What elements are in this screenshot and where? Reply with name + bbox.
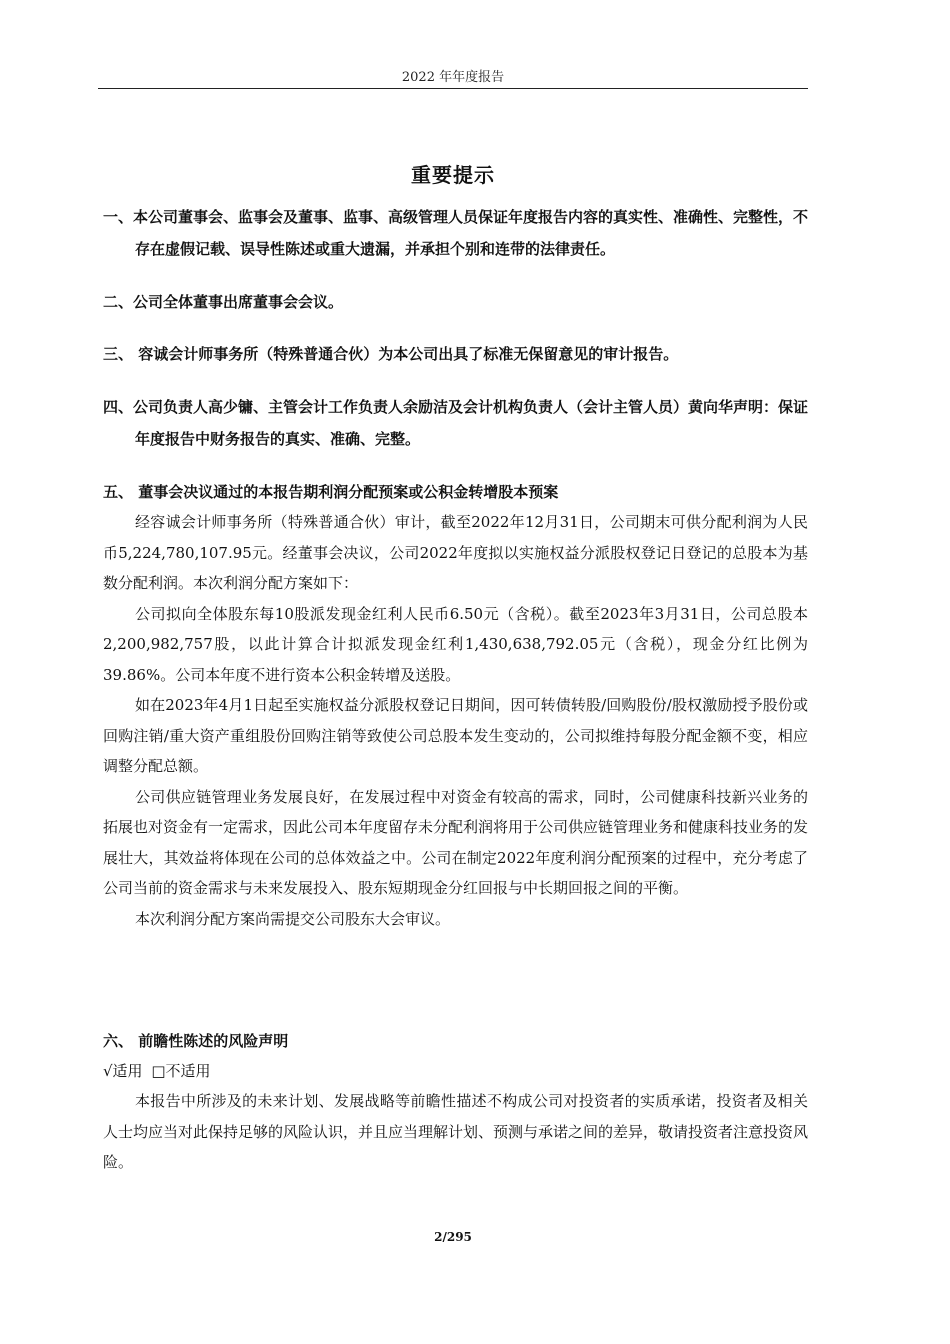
notice-item-2-text: 二、公司全体董事出席董事会会议。: [103, 293, 344, 311]
section-6: [103, 1026, 808, 1178]
notice-item-1: [103, 201, 808, 265]
page-title: 重要提示: [411, 163, 495, 187]
notice-item-3: [103, 338, 808, 370]
section-5-heading: 五、 董事会决议通过的本报告期利润分配预案或公积金转增股本预案: [103, 483, 559, 501]
notice-item-4-text: 四、公司负责人高少镛、主管会计工作负责人余励洁及会计机构负责人（会计主管人员）黄向华声明：保证年度报告中财务报告的真实、准确、完整。: [103, 398, 809, 448]
header-divider: [98, 88, 808, 89]
notice-item-4: [103, 391, 808, 455]
section-5-paragraph: 如在2023年4月1日起至实施权益分派股权登记日期间，因可转债转股/回购股份/股权激励授予股份或回购注销/重大资产重组股份回购注销等致使公司总股本发生变动的，公司拟维持每股分配金额不变，相应调整分配总额。: [103, 696, 808, 775]
section-5-paragraph: 公司拟向全体股东每10股派发现金红利人民币6.50元（含税）。截至2023年3月31日，公司总股本2,200,982,757股，以此计算合计拟派发现金红利1,430,638,792.05元（含税），现金分红比例为39.86%。公司本年度不进行资本公积金转增及送股。: [103, 604, 808, 684]
notice-item-2: [103, 286, 808, 318]
page-number: 2/295: [434, 1230, 472, 1244]
section-5-paragraph: 经容诚会计师事务所（特殊普通合伙）审计，截至2022年12月31日，公司期末可供分配利润为人民币5,224,780,107.95元。经董事会决议，公司2022年度拟以实施权益分派股权登记日登记的总股本为基数分配利润。本次利润分配方案如下：: [103, 513, 808, 592]
notice-item-1-text: 一、本公司董事会、监事会及董事、监事、高级管理人员保证年度报告内容的真实性、准确性、完整性，不存在虚假记载、误导性陈述或重大遗漏，并承担个别和连带的法律责任。: [103, 208, 809, 258]
applicable-checkbox: √适用: [103, 1062, 143, 1080]
section-6-paragraph: 本报告中所涉及的未来计划、发展战略等前瞻性描述不构成公司对投资者的实质承诺，投资者及相关人士均应当对此保持足够的风险认识，并且应当理解计划、预测与承诺之间的差异，敬请投资者注意投资风险。: [103, 1092, 809, 1171]
applicability-options: [103, 1056, 808, 1086]
section-5: [103, 477, 808, 934]
section-6-heading: 六、 前瞻性陈述的风险声明: [103, 1032, 289, 1050]
section-5-paragraph: 公司供应链管理业务发展良好，在发展过程中对资金有较高的需求，同时，公司健康科技新兴业务的拓展也对资金有一定需求，因此公司本年度留存未分配利润将用于公司供应链管理业务和健康科技业务的发展壮大，其效益将体现在公司的总体效益之中。公司在制定2022年度利润分配预案的过程中，充分考虑了公司当前的资金需求与未来发展投入、股东短期现金分红回报与中长期回报之间的平衡。: [103, 787, 809, 897]
notice-item-3-text: 三、 容诚会计师事务所（特殊普通合伙）为本公司出具了标准无保留意见的审计报告。: [103, 345, 679, 363]
running-header: 2022 年年度报告: [401, 70, 505, 85]
section-5-paragraph: 本次利润分配方案尚需提交公司股东大会审议。: [135, 909, 451, 928]
not-applicable-checkbox: □不适用: [151, 1062, 211, 1080]
